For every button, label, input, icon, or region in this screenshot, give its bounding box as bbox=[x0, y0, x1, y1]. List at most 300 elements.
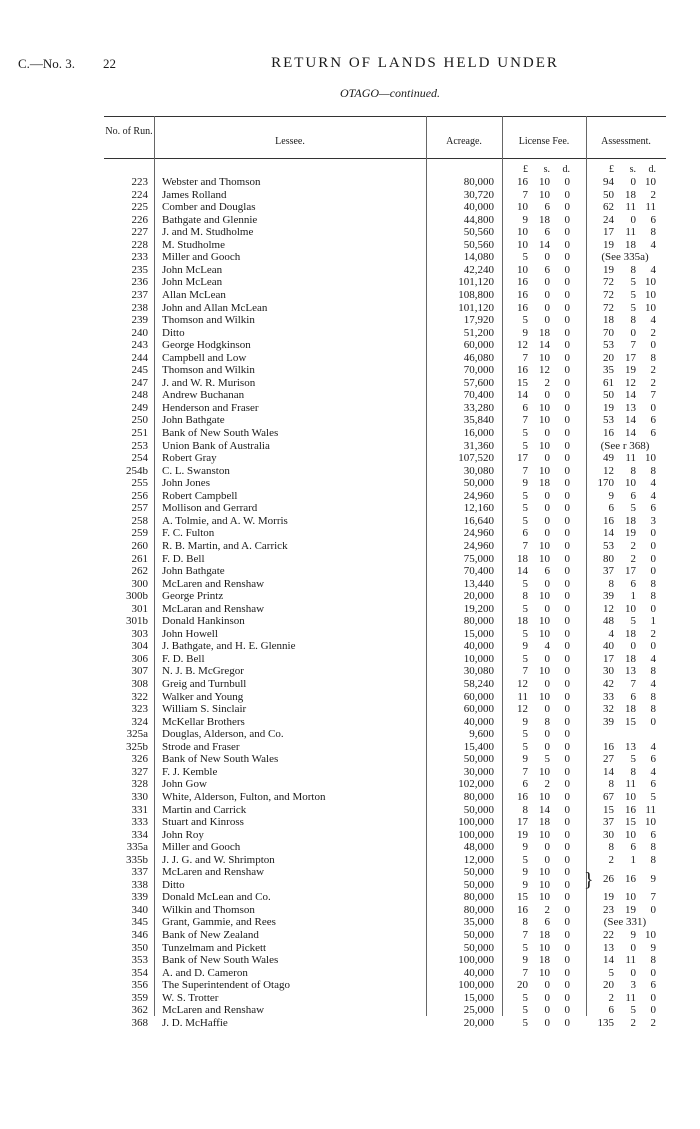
assessment-pence: 6 bbox=[650, 414, 656, 427]
assessment-pence: 0 bbox=[650, 715, 656, 728]
assessment-pounds: 27 bbox=[603, 753, 614, 766]
license-pence: 0 bbox=[564, 527, 570, 540]
run-number: 362 bbox=[131, 1004, 148, 1017]
assessment bbox=[590, 201, 664, 213]
assessment-pence: 8 bbox=[650, 954, 656, 967]
assessment bbox=[590, 665, 664, 677]
table-row bbox=[104, 929, 666, 941]
license-pounds: 9 bbox=[522, 753, 528, 766]
acreage: 101,120 bbox=[458, 301, 494, 314]
assessment bbox=[590, 1017, 664, 1029]
license-pounds: 7 bbox=[522, 188, 528, 201]
license-shillings: 0 bbox=[544, 678, 550, 690]
license-pounds: 9 bbox=[522, 954, 528, 967]
license-fee bbox=[504, 251, 582, 263]
table-row bbox=[104, 377, 666, 389]
license-pence: 0 bbox=[564, 414, 570, 427]
lessee-cell bbox=[162, 427, 422, 439]
assessment-pounds: 18 bbox=[603, 314, 614, 327]
run-number: 324 bbox=[131, 715, 148, 728]
license-pounds: 12 bbox=[517, 703, 528, 716]
run-number: 340 bbox=[131, 903, 148, 916]
run-number: 325a bbox=[126, 728, 148, 741]
assessment-pence: 6 bbox=[650, 753, 656, 766]
run-number: 301b bbox=[126, 615, 148, 628]
table-header-rule bbox=[104, 158, 666, 159]
assessment bbox=[590, 414, 664, 426]
run-number: 260 bbox=[131, 539, 148, 552]
assessment bbox=[590, 352, 664, 364]
assessment-shillings: 16 bbox=[625, 803, 636, 816]
run-number: 227 bbox=[131, 226, 148, 239]
license-pounds: 5 bbox=[522, 439, 528, 452]
assessment-pence: 9 bbox=[650, 872, 656, 885]
run-number: 226 bbox=[131, 213, 148, 226]
run-number: 368 bbox=[131, 1016, 148, 1029]
acreage: 16,640 bbox=[463, 514, 494, 527]
license-fee bbox=[504, 239, 582, 251]
license-shillings: 6 bbox=[544, 226, 550, 239]
assessment bbox=[590, 402, 664, 414]
license-pence: 0 bbox=[564, 427, 570, 439]
assessment bbox=[590, 314, 664, 326]
license-shillings: 14 bbox=[539, 238, 550, 251]
run-number: 256 bbox=[131, 489, 148, 502]
license-pounds: 14 bbox=[517, 565, 528, 578]
assessment bbox=[590, 502, 664, 514]
license-pence: 0 bbox=[564, 301, 570, 314]
lessee-cell bbox=[162, 553, 422, 565]
license-pence: 0 bbox=[564, 351, 570, 364]
license-pounds: 18 bbox=[517, 615, 528, 628]
assessment bbox=[590, 891, 664, 903]
assessment-pounds: 70 bbox=[603, 326, 614, 339]
assessment-pence: 8 bbox=[650, 703, 656, 716]
lessee-name: J. D. McHaffie bbox=[162, 1016, 228, 1029]
lessee-cell bbox=[162, 352, 422, 364]
table-row bbox=[104, 339, 666, 351]
assessment-shillings: 8 bbox=[630, 464, 636, 477]
assessment bbox=[590, 804, 664, 816]
lessee-name: Miller and Gooch bbox=[162, 251, 241, 264]
assessment-pence: 10 bbox=[645, 452, 656, 465]
table-row bbox=[104, 201, 666, 213]
acreage: 13,440 bbox=[463, 577, 494, 590]
license-pence: 0 bbox=[564, 577, 570, 590]
lessee-cell bbox=[162, 728, 422, 740]
table-row bbox=[104, 214, 666, 226]
header-run: No. of Run. bbox=[105, 126, 153, 137]
table-row bbox=[104, 440, 666, 452]
assessment bbox=[590, 678, 664, 690]
license-pounds: 5 bbox=[522, 853, 528, 866]
table-row bbox=[104, 553, 666, 565]
table-row bbox=[104, 1004, 666, 1016]
assessment-shillings: 6 bbox=[630, 577, 636, 590]
license-shillings: 10 bbox=[539, 188, 550, 201]
lessee-cell bbox=[162, 201, 422, 213]
table-row bbox=[104, 854, 666, 866]
run-number: 223 bbox=[131, 176, 148, 188]
license-pence: 0 bbox=[564, 954, 570, 967]
lessee-name: McLaren and Renshaw bbox=[162, 1004, 265, 1017]
lessee-cell bbox=[162, 389, 422, 401]
table-row bbox=[104, 477, 666, 489]
assessment-pence: 4 bbox=[650, 740, 656, 753]
assessment-shillings: 6 bbox=[630, 841, 636, 854]
assessment-pounds: 62 bbox=[603, 201, 614, 214]
assessment-shillings: 18 bbox=[625, 703, 636, 716]
license-pounds: 6 bbox=[522, 401, 528, 414]
see-reference: (See 335a) bbox=[601, 251, 649, 264]
lessee-name: Campbell and Low bbox=[162, 351, 247, 364]
license-fee bbox=[504, 942, 582, 954]
assessment-pounds: 33 bbox=[603, 690, 614, 703]
lessee-cell bbox=[162, 904, 422, 916]
license-pounds: 10 bbox=[517, 263, 528, 276]
license-pounds: 16 bbox=[517, 301, 528, 314]
run-number: 335a bbox=[126, 841, 148, 854]
assessment-pounds: 12 bbox=[603, 464, 614, 477]
license-pence: 0 bbox=[564, 213, 570, 226]
assessment-pence: 7 bbox=[650, 891, 656, 904]
lessee-name: W. S. Trotter bbox=[162, 991, 219, 1004]
license-shillings: 2 bbox=[544, 778, 550, 791]
license-pence: 0 bbox=[564, 715, 570, 728]
assessment-pence: 6 bbox=[650, 213, 656, 226]
assessment-shillings: 5 bbox=[630, 615, 636, 628]
assessment-pounds: 16 bbox=[603, 427, 614, 439]
run-number: 328 bbox=[131, 778, 148, 791]
license-pounds: 9 bbox=[522, 841, 528, 854]
table-row bbox=[104, 992, 666, 1004]
lessee-cell bbox=[162, 804, 422, 816]
acreage: 80,000 bbox=[463, 891, 494, 904]
license-fee bbox=[504, 427, 582, 439]
acreage: 80,000 bbox=[463, 615, 494, 628]
lessee-cell bbox=[162, 540, 422, 552]
assessment-shillings: 5 bbox=[630, 276, 636, 289]
license-pounds: 9 bbox=[522, 878, 528, 891]
license-fee bbox=[504, 640, 582, 652]
lessee-cell bbox=[162, 339, 422, 351]
license-fee bbox=[504, 778, 582, 790]
page-title: RETURN OF LANDS HELD UNDER bbox=[271, 55, 559, 71]
license-pounds: 5 bbox=[522, 251, 528, 264]
assessment bbox=[590, 427, 664, 439]
lessee-name: N. J. B. McGregor bbox=[162, 665, 244, 678]
lessee-name: Bathgate and Glennie bbox=[162, 213, 258, 226]
lessee-name: Walker and Young bbox=[162, 690, 244, 703]
assessment-pounds: 20 bbox=[603, 351, 614, 364]
assessment-pounds: 8 bbox=[608, 577, 614, 590]
table-row bbox=[104, 804, 666, 816]
lessee-name: John Gow bbox=[162, 778, 207, 791]
acreage: 48,000 bbox=[463, 841, 494, 854]
license-pence: 0 bbox=[564, 477, 570, 490]
assessment-shillings: 0 bbox=[630, 176, 636, 188]
assessment-pence: 4 bbox=[650, 477, 656, 490]
license-shillings: 10 bbox=[539, 627, 550, 640]
assessment-pence: 0 bbox=[650, 966, 656, 979]
subtitle-text: OTAGO—continued. bbox=[339, 86, 441, 100]
assessment-shillings: 5 bbox=[630, 1004, 636, 1017]
acreage: 75,000 bbox=[463, 552, 494, 565]
license-shillings: 6 bbox=[544, 263, 550, 276]
acreage: 9,600 bbox=[469, 728, 494, 741]
license-pence: 0 bbox=[564, 803, 570, 816]
lessee-cell bbox=[162, 214, 422, 226]
license-fee bbox=[504, 916, 582, 928]
license-shillings: 0 bbox=[544, 602, 550, 615]
license-pence: 0 bbox=[564, 251, 570, 264]
license-pence: 0 bbox=[564, 452, 570, 465]
assessment bbox=[590, 226, 664, 238]
lessee-cell bbox=[162, 527, 422, 539]
run-number: 261 bbox=[131, 552, 148, 565]
assessment bbox=[590, 477, 664, 489]
license-shillings: 0 bbox=[544, 276, 550, 289]
lessee-name: Donald McLean and Co. bbox=[162, 891, 271, 904]
license-fee bbox=[504, 967, 582, 979]
run-number: 346 bbox=[131, 929, 148, 941]
assessment-pence: 6 bbox=[650, 979, 656, 992]
table-row bbox=[104, 302, 666, 314]
lessee-name: John and Allan McLean bbox=[162, 301, 268, 314]
license-fee bbox=[504, 264, 582, 276]
license-pence: 0 bbox=[564, 565, 570, 578]
acreage: 60,000 bbox=[463, 339, 494, 352]
license-fee bbox=[504, 791, 582, 803]
lessee-cell bbox=[162, 778, 422, 790]
assessment bbox=[590, 628, 664, 640]
lessee-cell bbox=[162, 226, 422, 238]
assessment-pounds: 19 bbox=[603, 891, 614, 904]
assessment bbox=[590, 929, 664, 941]
license-fee bbox=[504, 854, 582, 866]
license-fee bbox=[504, 866, 582, 878]
license-pence: 0 bbox=[564, 728, 570, 741]
assessment bbox=[590, 264, 664, 276]
lessee-name: McLaran and Renshaw bbox=[162, 602, 265, 615]
assessment bbox=[590, 816, 664, 828]
license-fee bbox=[504, 829, 582, 841]
see-reference: (See 331) bbox=[603, 916, 647, 929]
acreage: 50,000 bbox=[463, 878, 494, 891]
unit-shilling: s. bbox=[543, 164, 550, 175]
acreage: 30,720 bbox=[463, 188, 494, 201]
lessee-name: Stuart and Kinross bbox=[162, 816, 244, 829]
table-row bbox=[104, 527, 666, 539]
acreage: 12,000 bbox=[463, 853, 494, 866]
license-pounds: 6 bbox=[522, 778, 528, 791]
license-pounds: 12 bbox=[517, 678, 528, 690]
license-pence: 0 bbox=[564, 941, 570, 954]
assessment-shillings: 18 bbox=[625, 188, 636, 201]
license-pounds: 19 bbox=[517, 828, 528, 841]
license-pounds: 6 bbox=[522, 527, 528, 540]
assessment-shillings: 0 bbox=[630, 640, 636, 653]
table-row bbox=[104, 427, 666, 439]
license-pence: 0 bbox=[564, 502, 570, 515]
table-row bbox=[104, 753, 666, 765]
license-fee bbox=[504, 352, 582, 364]
run-number: 224 bbox=[131, 188, 148, 201]
assessment-pence: 0 bbox=[650, 991, 656, 1004]
lessee-cell bbox=[162, 841, 422, 853]
lessee-cell bbox=[162, 992, 422, 1004]
lessee-cell bbox=[162, 302, 422, 314]
license-shillings: 0 bbox=[544, 991, 550, 1004]
assessment-shillings: 0 bbox=[630, 941, 636, 954]
assessment bbox=[590, 967, 664, 979]
license-pence: 0 bbox=[564, 853, 570, 866]
acreage: 42,240 bbox=[463, 263, 494, 276]
license-pounds: 15 bbox=[517, 376, 528, 389]
license-fee bbox=[504, 653, 582, 665]
run-number: 300 bbox=[131, 577, 148, 590]
license-shillings: 0 bbox=[544, 314, 550, 327]
assessment-shillings: 10 bbox=[625, 790, 636, 803]
assessment bbox=[590, 640, 664, 652]
license-fee bbox=[504, 364, 582, 376]
acreage: 30,000 bbox=[463, 765, 494, 778]
assessment-shillings: 13 bbox=[625, 740, 636, 753]
table-row bbox=[104, 364, 666, 376]
assessment-note bbox=[590, 916, 664, 928]
license-pence: 0 bbox=[564, 891, 570, 904]
acreage: 58,240 bbox=[463, 678, 494, 690]
assessment-pounds: 16 bbox=[603, 514, 614, 527]
assessment-pounds: 72 bbox=[603, 276, 614, 289]
lessee-name: Strode and Fraser bbox=[162, 740, 240, 753]
license-pence: 0 bbox=[564, 226, 570, 239]
assessment-pence: 11 bbox=[645, 803, 656, 816]
license-shillings: 18 bbox=[539, 326, 550, 339]
table-row bbox=[104, 452, 666, 464]
license-pounds: 14 bbox=[517, 389, 528, 402]
license-fee bbox=[504, 979, 582, 991]
lessee-name: Comber and Douglas bbox=[162, 201, 256, 214]
assessment bbox=[590, 691, 664, 703]
assessment-pence: 4 bbox=[650, 238, 656, 251]
license-fee bbox=[504, 176, 582, 188]
license-shillings: 5 bbox=[544, 753, 550, 766]
assessment-pence: 8 bbox=[650, 577, 656, 590]
assessment-pence: 10 bbox=[645, 816, 656, 829]
assessment bbox=[590, 276, 664, 288]
assessment-shillings: 3 bbox=[630, 979, 636, 992]
license-shillings: 10 bbox=[539, 765, 550, 778]
assessment-pounds: 17 bbox=[603, 652, 614, 665]
license-pounds: 10 bbox=[517, 238, 528, 251]
assessment-pounds: 53 bbox=[603, 339, 614, 352]
license-pence: 0 bbox=[564, 489, 570, 502]
table-row bbox=[104, 189, 666, 201]
license-shillings: 10 bbox=[539, 552, 550, 565]
assessment-shillings: 6 bbox=[630, 489, 636, 502]
license-fee bbox=[504, 1004, 582, 1016]
assessment-shillings: 9 bbox=[630, 929, 636, 941]
assessment-shillings: 11 bbox=[625, 954, 636, 967]
assessment-shillings: 10 bbox=[625, 477, 636, 490]
assessment-pounds: 30 bbox=[603, 828, 614, 841]
assessment-pounds: 32 bbox=[603, 703, 614, 716]
assessment-note bbox=[590, 440, 664, 452]
license-pounds: 7 bbox=[522, 929, 528, 941]
assessment-pence: 0 bbox=[650, 539, 656, 552]
lessee-cell bbox=[162, 1017, 422, 1029]
license-pence: 0 bbox=[564, 841, 570, 854]
assessment-pounds: 6 bbox=[608, 1004, 614, 1017]
license-shillings: 0 bbox=[544, 527, 550, 540]
license-pounds: 15 bbox=[517, 891, 528, 904]
assessment-pounds: 170 bbox=[597, 477, 614, 490]
acreage: 50,000 bbox=[463, 941, 494, 954]
license-fee bbox=[504, 678, 582, 690]
assessment-pounds: 19 bbox=[603, 238, 614, 251]
lessee-name: McLaren and Renshaw bbox=[162, 577, 265, 590]
assessment-pence: 10 bbox=[645, 929, 656, 941]
assessment-shillings: 7 bbox=[630, 678, 636, 690]
assessment-shillings: 17 bbox=[625, 351, 636, 364]
license-shillings: 0 bbox=[544, 389, 550, 402]
assessment-pounds: 14 bbox=[603, 954, 614, 967]
table-row bbox=[104, 314, 666, 326]
lessee-name: John Roy bbox=[162, 828, 204, 841]
assessment-shillings: 1 bbox=[630, 590, 636, 603]
table-row bbox=[104, 465, 666, 477]
lessee-name: Ditto bbox=[162, 878, 185, 891]
assessment-pounds: 2 bbox=[608, 991, 614, 1004]
lessee-name: Douglas, Alderson, and Co. bbox=[162, 728, 284, 741]
license-fee bbox=[504, 603, 582, 615]
assessment-pounds: 24 bbox=[603, 213, 614, 226]
table-row bbox=[104, 766, 666, 778]
license-shillings: 0 bbox=[544, 251, 550, 264]
lessee-name: Ditto bbox=[162, 326, 185, 339]
lessee-name: White, Alderson, Fulton, and Morton bbox=[162, 790, 326, 803]
assessment-pence: 3 bbox=[650, 514, 656, 527]
license-shillings: 2 bbox=[544, 903, 550, 916]
license-pence: 0 bbox=[564, 539, 570, 552]
table-row bbox=[104, 829, 666, 841]
assessment-pounds: 61 bbox=[603, 376, 614, 389]
lessee-name: F. C. Fulton bbox=[162, 527, 215, 540]
table-row bbox=[104, 967, 666, 979]
table-row bbox=[104, 640, 666, 652]
license-pounds: 5 bbox=[522, 427, 528, 439]
run-number: 330 bbox=[131, 790, 148, 803]
lessee-cell bbox=[162, 829, 422, 841]
license-pounds: 8 bbox=[522, 916, 528, 929]
run-number: 306 bbox=[131, 652, 148, 665]
lessee-cell bbox=[162, 490, 422, 502]
assessment-pence: 11 bbox=[645, 201, 656, 214]
run-number: 233 bbox=[131, 251, 148, 264]
table-row bbox=[104, 628, 666, 640]
assessment-shillings: 5 bbox=[630, 288, 636, 301]
license-fee bbox=[504, 1017, 582, 1029]
license-pounds: 16 bbox=[517, 903, 528, 916]
assessment-pounds: 16 bbox=[603, 740, 614, 753]
run-number: 225 bbox=[131, 201, 148, 214]
table-row bbox=[104, 402, 666, 414]
run-number: 304 bbox=[131, 640, 148, 653]
run-number: 249 bbox=[131, 401, 148, 414]
license-pence: 0 bbox=[564, 201, 570, 214]
assessment-note bbox=[590, 251, 664, 263]
